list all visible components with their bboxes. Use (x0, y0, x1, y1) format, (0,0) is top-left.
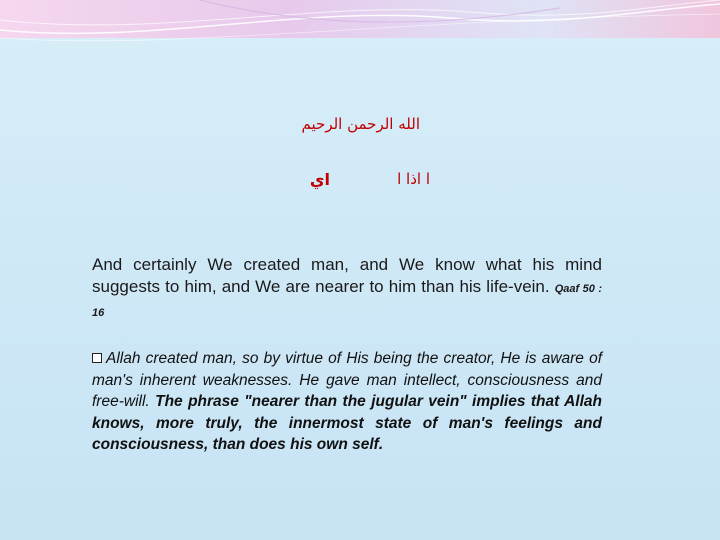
commentary-text: Allah created man, so by virtue of His being the creator, He is aware of man's inherent weaknesses. He gave man intellect, consciousness and free-will. (92, 350, 602, 411)
commentary-emphasis: The phrase "nearer than the jugular vein" implies that Allah knows, more truly, the innermost state of man's feelings and consciousness, than does his own self. (92, 393, 602, 454)
checkbox-bullet-icon (92, 353, 102, 363)
translation-text: And certainly We created man, and We know what his mind suggests to him, and We are nearer to him than his life-vein. (92, 255, 602, 296)
arabic-word: اي (309, 170, 330, 189)
verse-reference: Qaaf 50 : 16 (92, 283, 602, 319)
commentary-paragraph (92, 348, 602, 456)
verse-translation (92, 254, 602, 324)
decorative-swoosh-lines (0, 0, 720, 45)
arabic-heading: الله الرحمن الرحيم (301, 115, 420, 133)
arabic-verse-fragment: ا اذا ا (397, 170, 430, 188)
